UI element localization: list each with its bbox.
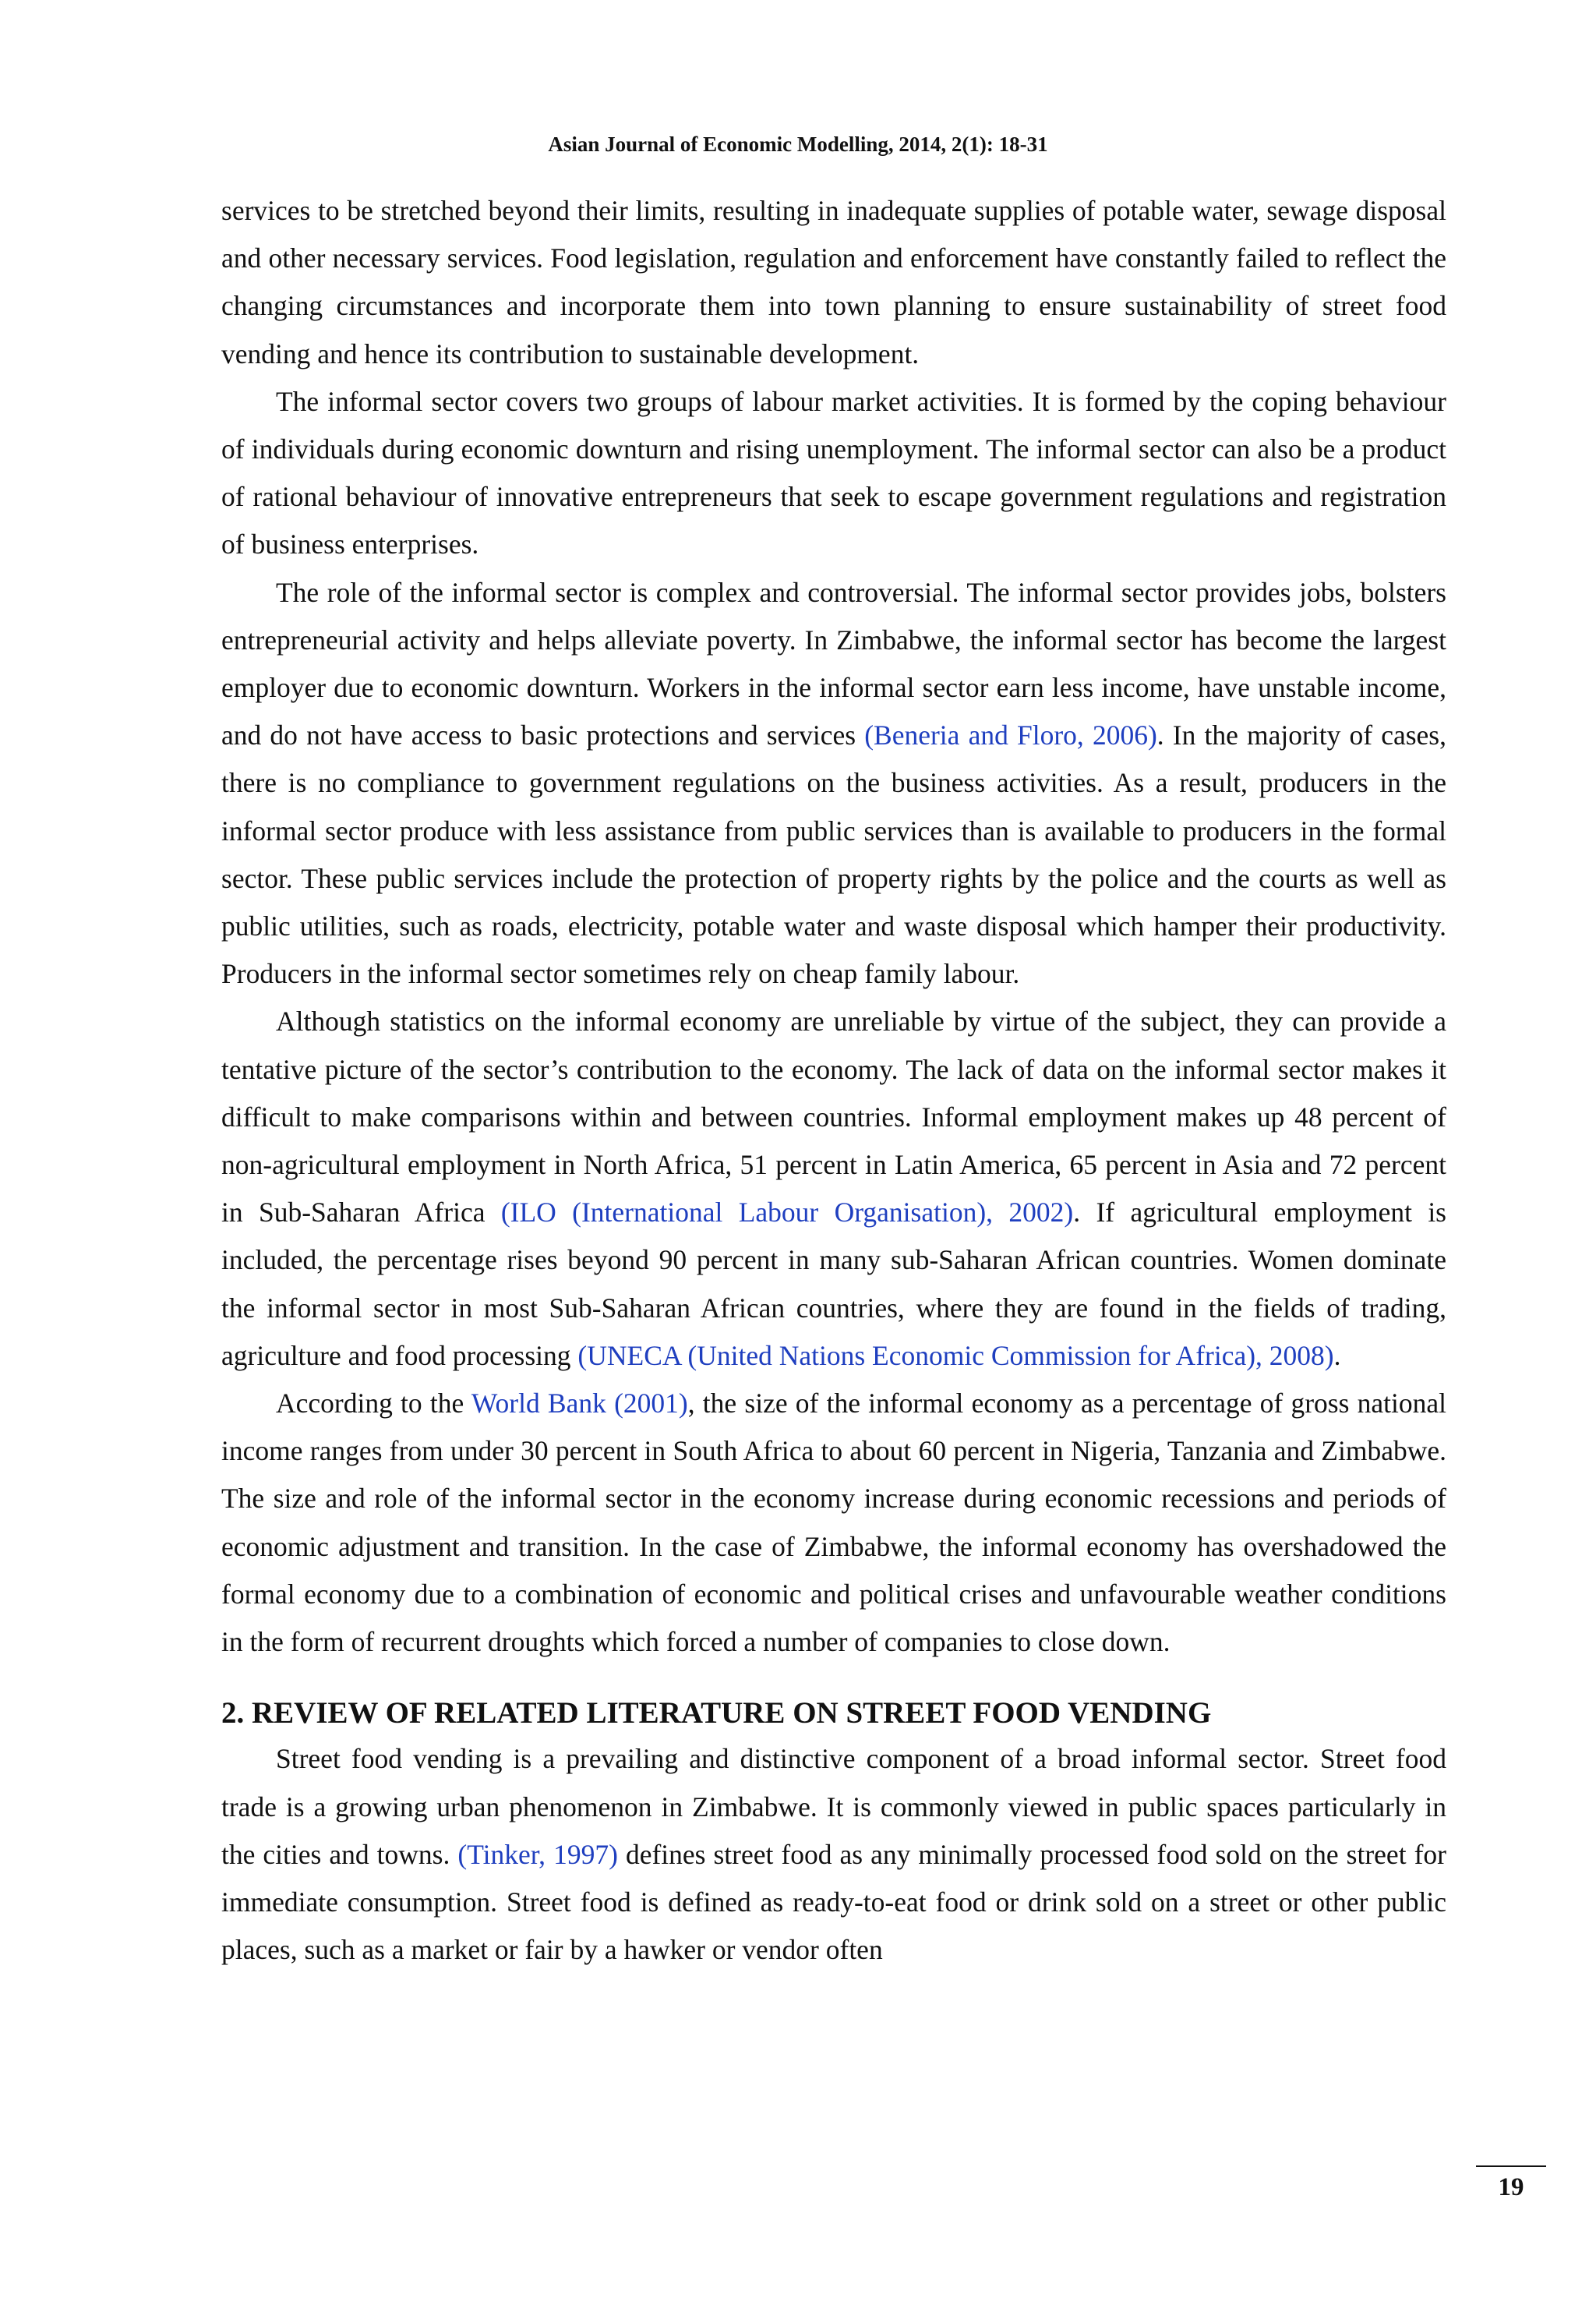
paragraph-street-food bbox=[221, 1735, 1446, 1974]
citation-link-uneca[interactable]: (UNECA (United Nations Economic Commission for Africa), 2008) bbox=[577, 1339, 1334, 1371]
paragraph-text: Street food vending is a prevailing and distinctive component of a broad informal sector. Street food trade is a growing urban phenomenon in Zimbabwe. It is commonly viewed in public spaces particularly in the cities and towns. bbox=[221, 1743, 1446, 1870]
paragraph-text: . In the majority of cases, there is no compliance to government regulations on the business activities. As a result, producers in the informal sector produce with less assistance from public services than is available to producers in the formal sector. These public services include the protection of property rights by the police and the courts as well as public utilities, such as roads, electricity, potable water and waste disposal which hamper their productivity. Producers in the informal sector sometimes rely on cheap family labour. bbox=[221, 719, 1446, 990]
paragraph-text: . If agricultural employment is included, the percentage rises beyond 90 percent in many sub-Saharan African countries. Women dominate the informal sector in most Sub-Saharan African countries, where they are found in the fields of trading, agriculture and food processing bbox=[221, 1197, 1446, 1371]
citation-link-beneria-floro[interactable]: (Beneria and Floro, 2006) bbox=[864, 719, 1157, 751]
article-body bbox=[221, 187, 1446, 1974]
section-heading: 2. REVIEW OF RELATED LITERATURE ON STREET FOOD VENDING bbox=[221, 1696, 1212, 1730]
paragraph-text: defines street food as any minimally processed food sold on the street for immediate consumption. Street food is defined as ready-to-eat food or drink sold on a street or other public places, such as a market or fair by a hawker or vendor often bbox=[221, 1838, 1446, 1966]
paragraph-informal-sector-groups bbox=[221, 378, 1446, 569]
paragraph-text: According to the bbox=[276, 1388, 471, 1419]
page-number-rule bbox=[1476, 2165, 1546, 2167]
page-number: 19 bbox=[1498, 2173, 1524, 2201]
paragraph-informal-statistics bbox=[221, 998, 1446, 1380]
paragraph-continued bbox=[221, 187, 1446, 378]
citation-link-tinker[interactable]: (Tinker, 1997) bbox=[457, 1838, 618, 1870]
paragraph-world-bank bbox=[221, 1380, 1446, 1666]
paragraph-text: Although statistics on the informal economy are unreliable by virtue of the subject, they can provide a tentative picture of the sector’s contribution to the economy. The lack of data on the informal sector makes it difficult to make comparisons within and between countries. Informal employment makes up 48 percent of non-agricultural employment in North Africa, 51 percent in Latin America, 65 percent in Asia and 72 percent in Sub-Saharan Africa bbox=[221, 1006, 1446, 1228]
citation-link-world-bank[interactable]: World Bank (2001) bbox=[471, 1388, 688, 1419]
paragraph-text: . bbox=[1333, 1339, 1341, 1371]
paragraph-informal-sector-role bbox=[221, 569, 1446, 999]
paragraph-text: , the size of the informal economy as a percentage of gross national income ranges from under 30 percent in South Africa to about 60 percent in Nigeria, Tanzania and Zimbabwe. The size and role of the informal sector in the economy increase during economic recessions and periods of economic adjustment and transition. In the case of Zimbabwe, the informal economy has overshadowed the formal economy due to a combination of economic and political crises and unfavourable weather conditions in the form of recurrent droughts which forced a number of companies to close down. bbox=[221, 1388, 1446, 1658]
paragraph-text: services to be stretched beyond their limits, resulting in inadequate supplies of potable water, sewage disposal and other necessary services. Food legislation, regulation and enforcement have constantly failed to reflect the changing circumstances and incorporate them into town planning to ensure sustainability of street food vending and hence its contribution to sustainable development. bbox=[221, 195, 1446, 369]
running-header: Asian Journal of Economic Modelling, 2014, 2(1): 18-31 bbox=[548, 133, 1048, 156]
paragraph-text: The informal sector covers two groups of labour market activities. It is formed by the coping behaviour of individuals during economic downturn and rising unemployment. The informal sector can also be a product of rational behaviour of innovative entrepreneurs that seek to escape government regulations and registration of business enterprises. bbox=[221, 385, 1446, 560]
citation-link-ilo[interactable]: (ILO (International Labour Organisation), 2002) bbox=[500, 1197, 1074, 1228]
paragraph-text: The role of the informal sector is complex and controversial. The informal sector provides jobs, bolsters entrepreneurial activity and helps alleviate poverty. In Zimbabwe, the informal sector has become the largest employer due to economic downturn. Workers in the informal sector earn less income, have unstable income, and do not have access to basic protections and services bbox=[221, 576, 1446, 751]
